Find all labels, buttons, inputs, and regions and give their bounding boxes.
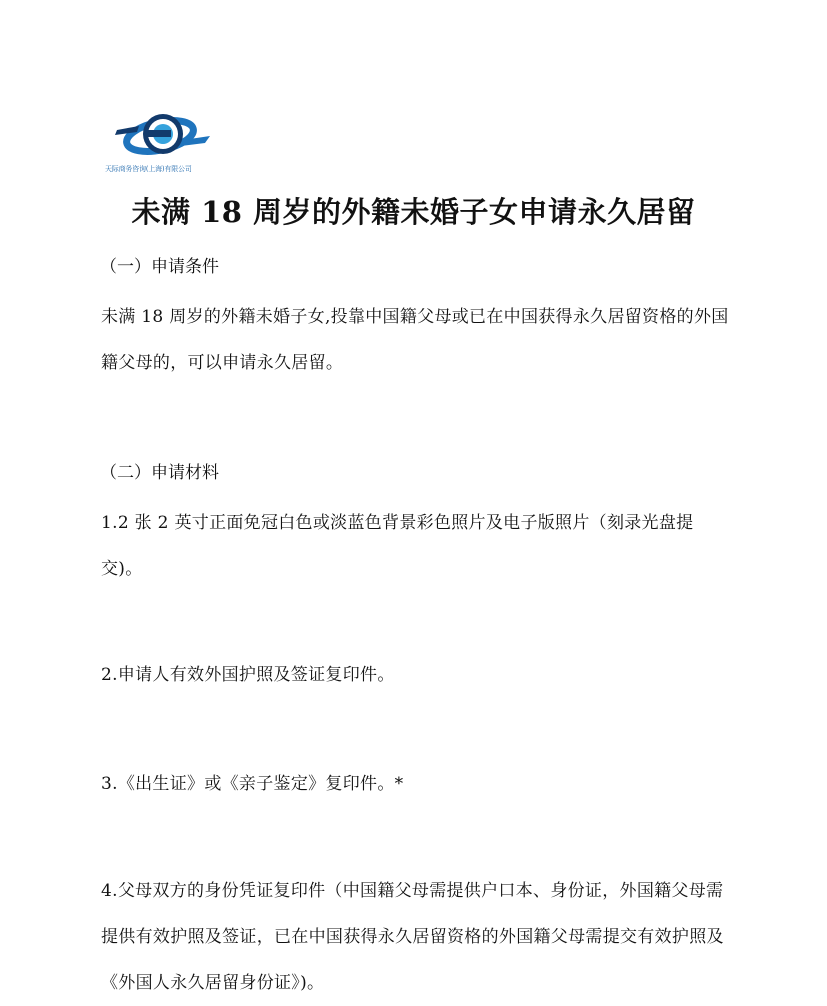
document-title: 未满 18 周岁的外籍未婚子女申请永久居留 xyxy=(131,195,696,229)
section-heading-conditions: （一）申请条件 xyxy=(100,257,219,277)
material-item: 3.《出生证》或《亲子鉴定》复印件。* xyxy=(101,774,404,794)
company-logo xyxy=(105,110,230,182)
material-item: 4.父母双方的身份凭证复印件（中国籍父母需提供户口本、身份证，外国籍父母需提供有效护照及签证，已在中国获得永久居留资格的外国籍父母需提交有效护照及《外国人永久居留身份证》)。 xyxy=(101,881,724,993)
material-item: 2.申请人有效外国护照及签证复印件。 xyxy=(101,665,395,685)
section-heading-materials: （二）申请材料 xyxy=(100,463,219,483)
logo-caption: 天际商务咨询(上海)有限公司 xyxy=(105,165,192,173)
material-item: 1.2 张 2 英寸正面免冠白色或淡蓝色背景彩色照片及电子版照片（刻录光盘提交)。 xyxy=(101,513,694,579)
logo-emblem-icon xyxy=(105,110,230,166)
conditions-paragraph: 未满 18 周岁的外籍未婚子女,投靠中国籍父母或已在中国获得永久居留资格的外国籍父母的，可以申请永久居留。 xyxy=(101,307,729,373)
